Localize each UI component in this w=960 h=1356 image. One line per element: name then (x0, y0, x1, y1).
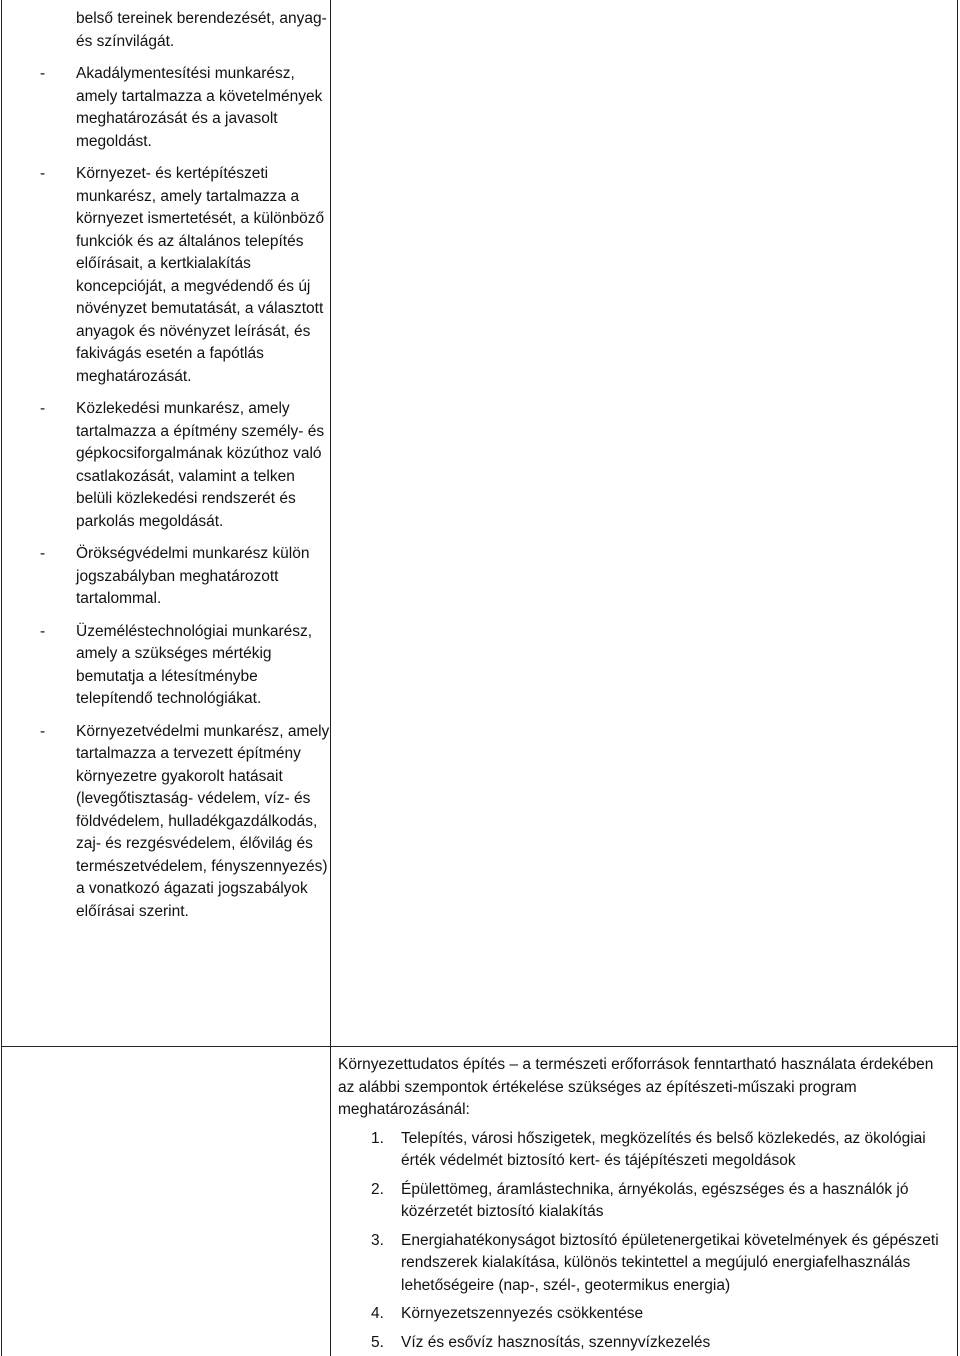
right-column (338, 1054, 948, 1354)
item-number: 5. (371, 1333, 384, 1351)
item-text: Telepítés, városi hőszigetek, megközelítés és belső közlekedés, az ökológiai érték védelmét biztosító kert- és tájépítészeti megoldások (401, 1129, 926, 1169)
item-number: 2. (371, 1180, 384, 1198)
numbered-item (338, 1332, 948, 1355)
table-border-left (1, 0, 2, 1356)
list-item-text: Környezetvédelmi munkarész, amely tartalmazza a tervezett építmény környezetre gyakorolt hatásait (levegőtisztaság- védelem, víz- és földvédelem, hulladékgazdálkodás, zaj- és rezgésvédelem, élővilág és természetvédelem, fényszennyezés) a vonatkozó ágazati jogszabályok előírásai szerint. (76, 722, 330, 920)
table-column-divider (330, 0, 331, 1356)
list-item-text: Akadálymentesítési munkarész, amely tartalmazza a követelmények meghatározását és a javasolt megoldást. (76, 65, 323, 150)
list-item-text: Üzeméléstechnológiai munkarész, amely a szükséges mértékig bemutatja a létesítménybe telepítendő technológiákat. (76, 622, 313, 707)
list-dash: - (40, 722, 46, 740)
item-number: 4. (371, 1305, 384, 1322)
numbered-item (338, 1128, 948, 1173)
list-item-landscape (40, 163, 330, 388)
left-column (40, 8, 330, 923)
list-dash: - (40, 545, 46, 562)
numbered-list (338, 1128, 948, 1355)
item-text: Víz és esővíz hasznosítás, szennyvízkezelés (401, 1333, 711, 1351)
intro-paragraph: Környezettudatos építés – a természeti erőforrások fenntartható használata érdekében az alábbi szempontok értékelése szükséges az építészeti-műszaki program meghatározásánál: (338, 1056, 934, 1118)
table-border-right (957, 0, 958, 1356)
numbered-item (338, 1303, 948, 1326)
item-text: Energiahatékonyságot biztosító épületenergetikai követelmények és gépészeti rendszerek kialakítása, különös tekintettel a megújuló energiafelhasználás lehetőségeire (nap-, szél-, geotermikus energia) (401, 1231, 939, 1294)
table-row-divider-left (1, 1046, 331, 1047)
list-dash: - (40, 400, 46, 417)
list-item-transport (40, 398, 330, 533)
list-item-heritage (40, 543, 330, 611)
numbered-item (338, 1179, 948, 1224)
item-text: Környezetszennyezés csökkentése (401, 1305, 644, 1322)
list-item-accessibility (40, 63, 330, 153)
list-dash: - (40, 622, 46, 640)
item-number: 3. (371, 1231, 384, 1249)
item-number: 1. (371, 1129, 384, 1147)
list-item-text: Közlekedési munkarész, amely tartalmazza a építmény személy- és gépkocsiforgalmának közúthoz való csatlakozását, valamint a telken belüli közlekedési rendszerét és parkolás megoldását. (76, 400, 325, 530)
table-row-divider-right (330, 1046, 958, 1047)
numbered-item (338, 1230, 948, 1298)
list-item-environment (40, 721, 330, 924)
list-item-text: Örökségvédelmi munkarész külön jogszabályban meghatározott tartalommal. (76, 545, 310, 607)
list-dash: - (40, 165, 46, 182)
list-dash: - (40, 65, 46, 82)
list-item-text: Környezet- és kertépítészeti munkarész, amely tartalmazza a környezet ismertetését, a különböző funkciók és az általános telepítés előírásait, a kertkialakítás koncepcióját, a megvédendő és új növényzet bemutatását, a választott anyagok és növényzet leírását, és fakivágás esetén a fapótlás meghatározását. (76, 165, 325, 385)
item-text: Épülettömeg, áramlástechnika, árnyékolás, egészséges és a használók jó közérzetét biztosító kialakítás (401, 1180, 909, 1220)
list-item-operations (40, 621, 330, 711)
continuation-text: belső tereinek berendezését, anyag- és színvilágát. (76, 10, 327, 50)
